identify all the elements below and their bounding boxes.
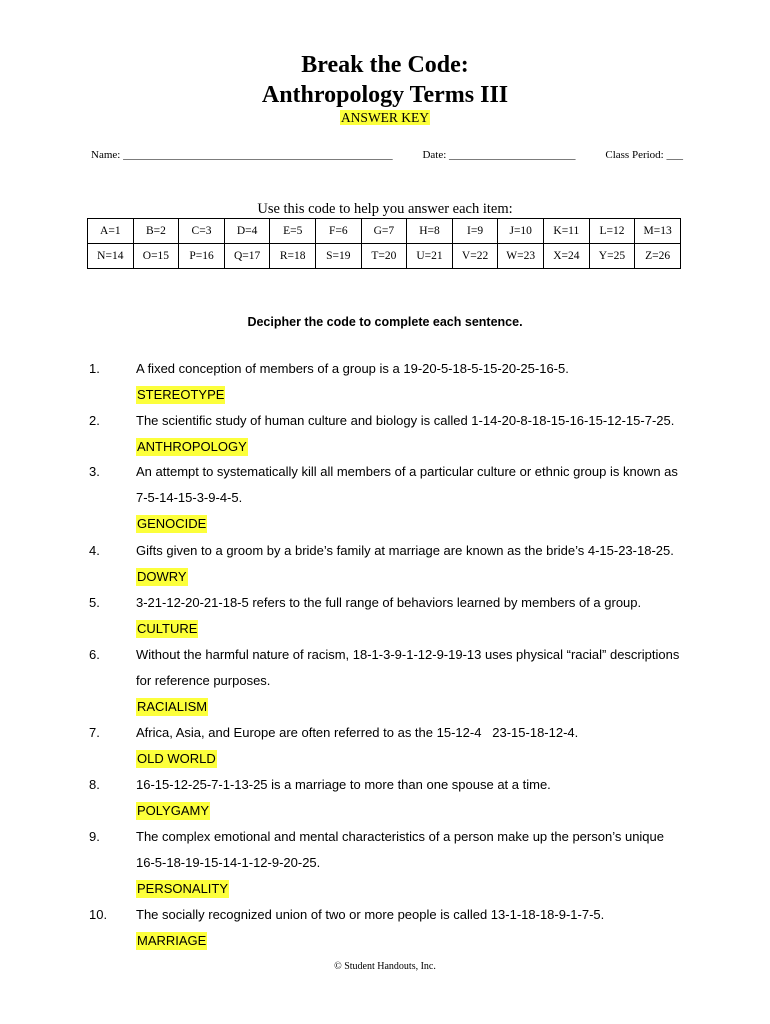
answer-key-label-wrap <box>0 110 770 126</box>
item-number: 5. <box>89 595 100 610</box>
code-cell: A=1 <box>88 219 134 244</box>
code-cell: S=19 <box>316 244 362 269</box>
answer-highlight: OLD WORLD <box>137 751 216 766</box>
question-text: The scientific study of human culture and biology is called 1-14-20-8-18-15-16-15-12-15-7-25. <box>136 413 675 428</box>
item-body <box>136 356 696 408</box>
title-line-1: Break the Code: <box>301 52 469 78</box>
code-cell: W=23 <box>498 244 544 269</box>
code-row-1 <box>88 219 681 244</box>
code-cell: D=4 <box>224 219 270 244</box>
code-cell: H=8 <box>407 219 453 244</box>
code-cell: C=3 <box>179 219 225 244</box>
answer-highlight: PERSONALITY <box>137 881 229 896</box>
code-cell: Q=17 <box>224 244 270 269</box>
code-cell: O=15 <box>133 244 179 269</box>
question-text: An attempt to systematically kill all members of a particular culture or ethnic group is known as <box>136 464 678 479</box>
code-cell: I=9 <box>452 219 498 244</box>
answer-highlight: RACIALISM <box>137 699 208 714</box>
code-cell: B=2 <box>133 219 179 244</box>
question-text: The complex emotional and mental characteristics of a person make up the person’s unique <box>136 829 664 844</box>
item-body <box>136 590 696 642</box>
code-cell: L=12 <box>589 219 635 244</box>
code-cell: G=7 <box>361 219 407 244</box>
code-cell: V=22 <box>452 244 498 269</box>
answer-highlight: MARRIAGE <box>137 933 207 948</box>
answer-highlight: CULTURE <box>137 621 198 636</box>
copyright-footer: © Student Handouts, Inc. <box>334 961 436 972</box>
item-body <box>136 772 696 824</box>
answer-highlight: ANTHROPOLOGY <box>137 439 247 454</box>
item-body <box>136 538 696 590</box>
code-cell: T=20 <box>361 244 407 269</box>
question-text: Gifts given to a groom by a bride’s family at marriage are known as the bride’s 4-15-23-18-25. <box>136 543 674 558</box>
code-cell: M=13 <box>635 219 681 244</box>
code-cell: X=24 <box>544 244 590 269</box>
item-number: 7. <box>89 725 100 740</box>
class-period-field: Class Period: ___ <box>605 149 683 161</box>
code-cell: J=10 <box>498 219 544 244</box>
student-info-fields <box>91 148 683 162</box>
code-cell: Y=25 <box>589 244 635 269</box>
item-body <box>136 720 696 772</box>
date-field: Date: _______________________ <box>422 149 576 161</box>
code-cell: P=16 <box>179 244 225 269</box>
item-number: 6. <box>89 647 100 662</box>
name-field: Name: _________________________________________________ <box>91 149 393 161</box>
question-text: 16-15-12-25-7-1-13-25 is a marriage to more than one spouse at a time. <box>136 777 551 792</box>
code-cell: E=5 <box>270 219 316 244</box>
question-text-cont: for reference purposes. <box>136 673 271 688</box>
answer-highlight: GENOCIDE <box>137 516 207 531</box>
code-row-2 <box>88 244 681 269</box>
item-number: 9. <box>89 829 100 844</box>
worksheet-title <box>0 50 770 110</box>
answer-key-label: ANSWER KEY <box>340 110 430 125</box>
question-text-cont: 7-5-14-15-3-9-4-5. <box>136 490 243 505</box>
section-instructions: Decipher the code to complete each sentence. <box>247 315 523 329</box>
code-cell: N=14 <box>88 244 134 269</box>
item-number: 3. <box>89 464 100 479</box>
question-text: Africa, Asia, and Europe are often referred to as the 15-12-4 23-15-18-12-4. <box>136 725 579 740</box>
question-text-cont: 16-5-18-19-15-14-1-12-9-20-25. <box>136 855 321 870</box>
item-body <box>136 642 696 720</box>
code-cell: Z=26 <box>635 244 681 269</box>
item-body <box>136 459 696 537</box>
code-table <box>87 218 681 269</box>
code-cell: U=21 <box>407 244 453 269</box>
title-line-2: Anthropology Terms III <box>261 82 509 108</box>
item-number: 1. <box>89 361 100 376</box>
question-text: 3-21-12-20-21-18-5 refers to the full range of behaviors learned by members of a group. <box>136 595 642 610</box>
answer-highlight: STEREOTYPE <box>137 387 225 402</box>
question-text: A fixed conception of members of a group is a 19-20-5-18-5-15-20-25-16-5. <box>136 361 569 376</box>
code-instructions: Use this code to help you answer each item: <box>257 201 513 217</box>
item-number: 4. <box>89 543 100 558</box>
code-cell: F=6 <box>316 219 362 244</box>
item-body <box>136 408 696 460</box>
answer-highlight: POLYGAMY <box>137 803 210 818</box>
question-text: Without the harmful nature of racism, 18-1-3-9-1-12-9-19-13 uses physical “racial” descriptions <box>136 647 680 662</box>
item-number: 8. <box>89 777 100 792</box>
item-body <box>136 824 696 902</box>
item-number: 10. <box>89 907 108 922</box>
question-text: The socially recognized union of two or more people is called 13-1-18-18-9-1-7-5. <box>136 907 605 922</box>
answer-highlight: DOWRY <box>137 569 187 584</box>
item-number: 2. <box>89 413 100 428</box>
code-cell: K=11 <box>544 219 590 244</box>
code-cell: R=18 <box>270 244 316 269</box>
item-body <box>136 902 696 954</box>
